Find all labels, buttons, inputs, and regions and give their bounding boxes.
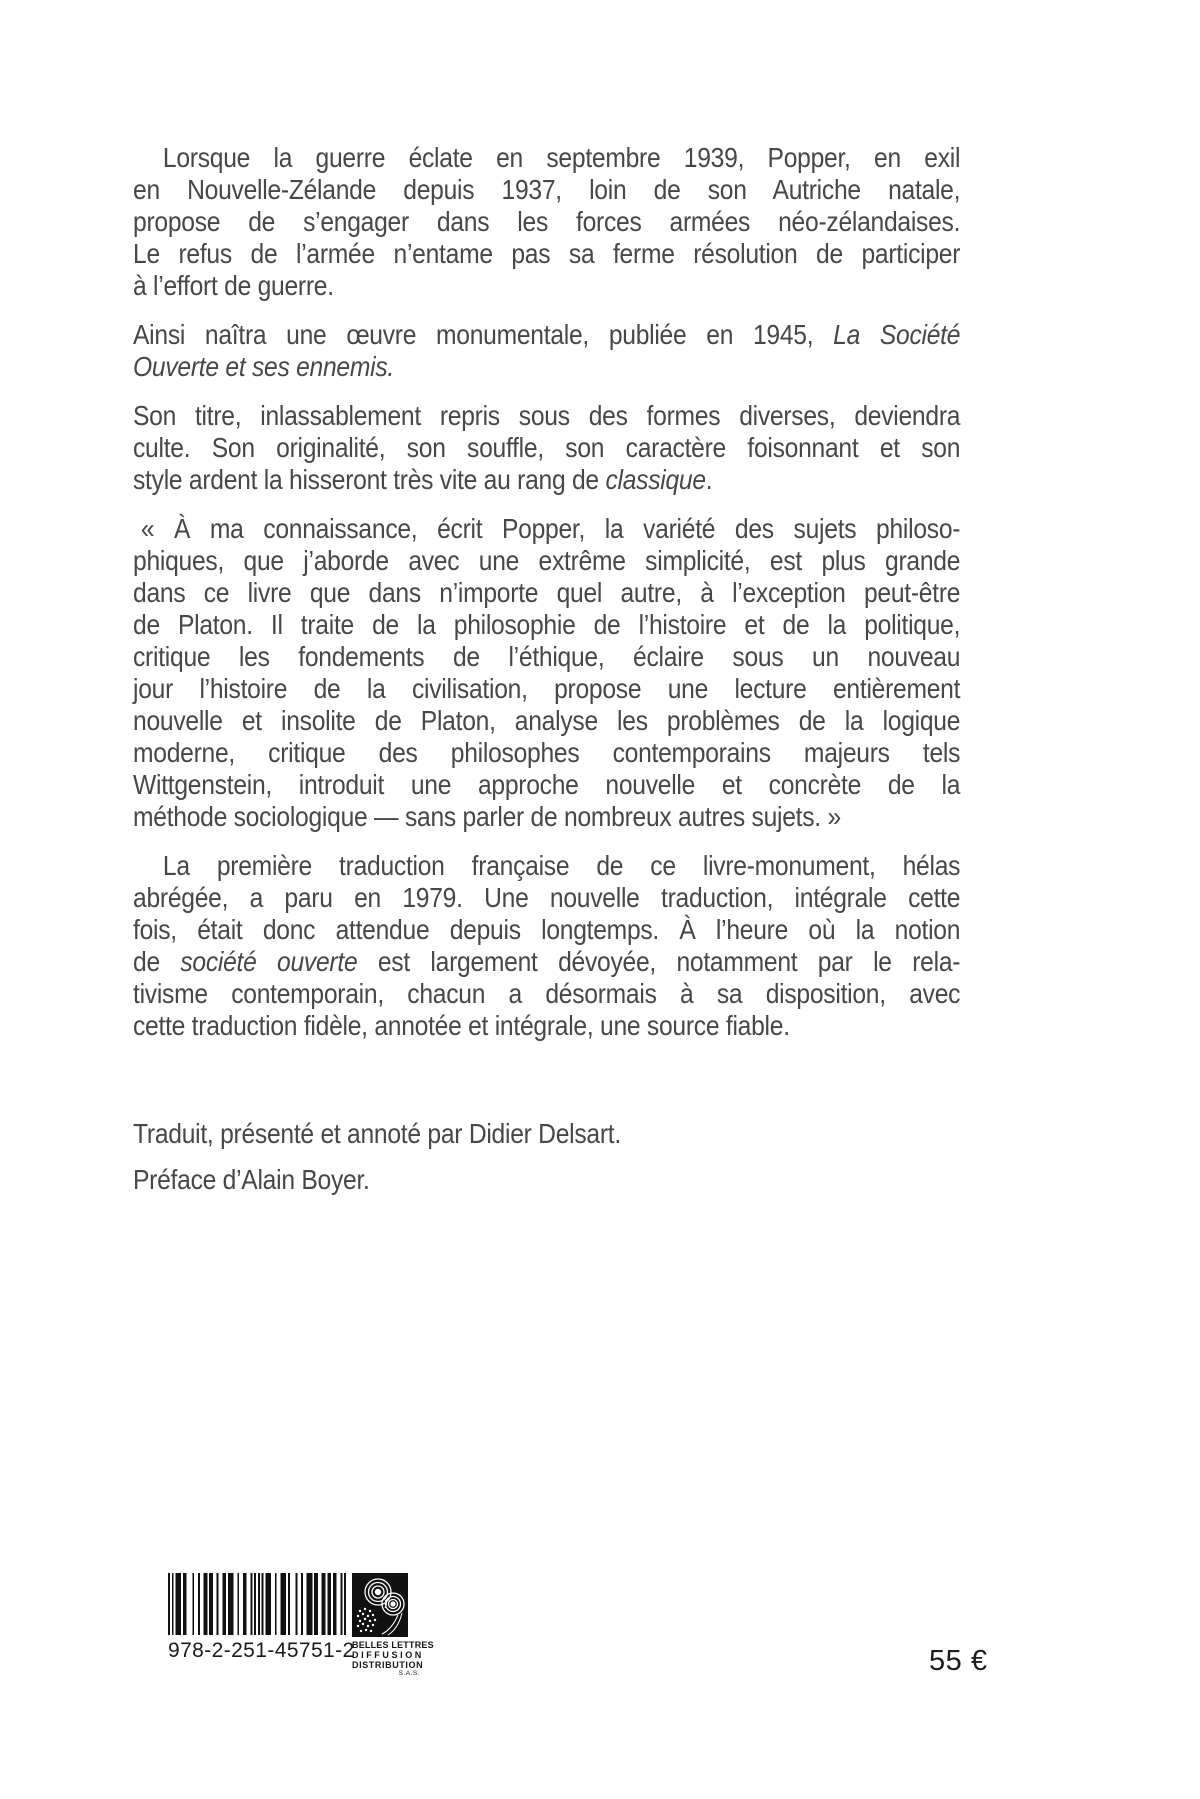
publisher-name [352,1640,434,1678]
blurb [133,142,960,1042]
text-line: moderne, critique des philosophes contemporains majeurs tels [133,737,961,768]
text-line: en Nouvelle-Zélande depuis 1937, loin de son Autriche natale, [133,174,961,205]
barcode-block [168,1573,355,1663]
publisher-line-2: DIFFUSION [352,1650,424,1660]
text-line: Ainsi naîtra une œuvre monumentale, publiée en 1945, La Société [133,319,961,350]
publisher-block [352,1573,434,1678]
text-line: fois, était donc attendue depuis longtemps. À l’heure où la notion [133,914,961,945]
text-line: style ardent la hisseront très vite au rang de classique. [133,464,713,495]
text-line: abrégée, a paru en 1979. Une nouvelle traduction, intégrale cette [133,882,961,913]
paragraph [133,513,960,833]
translator-credit: Traduit, présenté et annoté par Didier Delsart. [133,1118,621,1149]
text-line: de société ouverte est largement dévoyée, notamment par le rela- [133,946,961,977]
text-line: phiques, que j’aborde avec une extrême simplicité, est plus grande [133,545,961,576]
text-line: Wittgenstein, introduit une approche nouvelle et concrète de la [133,769,961,800]
publisher-line-1: BELLES LETTRES [352,1640,434,1650]
paragraph [133,319,960,383]
barcode-icon [168,1573,346,1635]
text-line: Ouverte et ses ennemis. [133,351,394,382]
paragraph [133,850,960,1042]
publisher-line-3: DISTRIBUTION [352,1660,424,1670]
publisher-line-4: S.A.S. [398,1670,420,1677]
text-line: Lorsque la guerre éclate en septembre 1939, Popper, en exil [162,142,961,173]
text-line: à l’effort de guerre. [133,270,334,301]
owl-logo-icon [352,1573,408,1637]
paragraph [133,400,960,496]
text-line: Le refus de l’armée n’entame pas sa ferme résolution de participer [133,238,961,269]
text-line: La première traduction française de ce livre-monument, hélas [162,850,961,881]
preface-credit: Préface d’Alain Boyer. [133,1164,370,1195]
text-line: Son titre, inlassablement repris sous des formes diverses, deviendra [133,400,961,431]
text-line: dans ce livre que dans n’importe quel autre, à l’exception peut-être [133,577,961,608]
text-line: culte. Son originalité, son souffle, son caractère foisonnant et son [133,432,961,463]
text-line: tivisme contemporain, chacun a désormais à sa disposition, avec [133,978,961,1009]
paragraph [133,142,960,302]
price-label: 55 € [929,1645,988,1677]
text-line: de Platon. Il traite de la philosophie de l’histoire et de la politique, [133,609,961,640]
isbn-number: 978-2-251-45751-2 [168,1639,355,1662]
text-line: cette traduction fidèle, annotée et intégrale, une source fiable. [133,1010,790,1041]
text-line: propose de s’engager dans les forces armées néo-zélandaises. [133,206,961,237]
text-line: méthode sociologique — sans parler de nombreux autres sujets. » [133,801,841,832]
text-line: critique les fondements de l’éthique, éclaire sous un nouveau [133,641,961,672]
credits [133,1118,960,1210]
text-line: jour l’histoire de la civilisation, propose une lecture entièrement [133,673,961,704]
text-line: nouvelle et insolite de Platon, analyse les problèmes de la logique [133,705,961,736]
text-line: « À ma connaissance, écrit Popper, la variété des sujets philoso- [140,513,961,544]
